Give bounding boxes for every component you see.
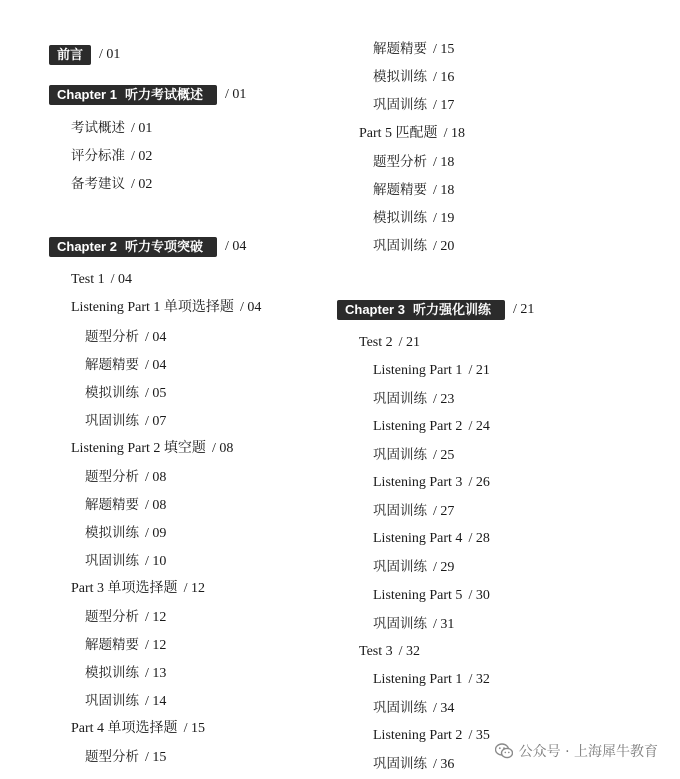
toc-subentry[interactable]: 巩固训练 / 10 — [85, 553, 167, 569]
toc-subentry[interactable]: 巩固训练 / 17 — [373, 97, 455, 113]
page-number: / 21 — [512, 302, 535, 317]
toc-entry[interactable]: 评分标准 / 02 — [71, 148, 153, 164]
watermark-text: 公众号 · 上海犀牛教育 — [518, 744, 658, 760]
toc-entry[interactable]: Test 2 / 21 — [359, 335, 421, 350]
chapter-3-heading[interactable] — [337, 300, 534, 320]
toc-subentry[interactable]: 解题精要 / 04 — [85, 357, 167, 373]
preface-badge: 前言 — [49, 45, 91, 65]
toc-subentry[interactable]: Listening Part 1 / 21 — [373, 363, 490, 378]
page-number: / 01 — [99, 47, 121, 62]
toc-subentry[interactable]: 巩固训练 / 07 — [85, 413, 167, 429]
toc-subentry[interactable]: 巩固训练 / 27 — [373, 503, 455, 519]
toc-subentry[interactable]: 题型分析 / 08 — [85, 469, 167, 485]
toc-subentry[interactable]: 巩固训练 / 34 — [373, 700, 455, 716]
toc-subentry[interactable]: 巩固训练 / 25 — [373, 447, 455, 463]
toc-entry[interactable]: Test 1 / 04 — [71, 272, 133, 287]
toc-subentry[interactable]: 解题精要 / 12 — [85, 637, 167, 653]
toc-subentry[interactable]: 解题精要 / 15 — [373, 41, 455, 57]
toc-entry[interactable]: Part 3 单项选择题 / 12 — [71, 581, 205, 596]
page-number: / 04 — [224, 239, 247, 254]
toc-subentry[interactable]: Listening Part 5 / 30 — [373, 588, 490, 603]
preface-entry[interactable] — [49, 45, 120, 65]
toc-subentry[interactable]: Listening Part 2 / 35 — [373, 728, 490, 743]
toc-entry[interactable]: 备考建议 / 02 — [71, 176, 153, 192]
toc-subentry[interactable]: 巩固训练 / 31 — [373, 616, 455, 632]
toc-subentry[interactable]: 题型分析 / 12 — [85, 609, 167, 625]
chapter-2-heading[interactable] — [49, 237, 246, 257]
toc-subentry[interactable]: 模拟训练 / 16 — [373, 69, 455, 85]
wechat-icon — [495, 743, 513, 759]
toc-subentry[interactable]: 模拟训练 / 13 — [85, 665, 167, 681]
chapter-1-heading[interactable] — [49, 85, 246, 105]
toc-subentry[interactable]: 巩固训练 / 29 — [373, 559, 455, 575]
toc-subentry[interactable]: 解题精要 / 08 — [85, 497, 167, 513]
toc-entry[interactable]: 考试概述 / 01 — [71, 120, 153, 136]
toc-entry[interactable]: Listening Part 2 填空题 / 08 — [71, 441, 234, 456]
toc-entry[interactable]: Part 5 匹配题 / 18 — [359, 126, 465, 141]
toc-entry[interactable]: Part 4 单项选择题 / 15 — [71, 721, 205, 736]
toc-subentry[interactable]: 巩固训练 / 14 — [85, 693, 167, 709]
toc-subentry[interactable]: Listening Part 2 / 24 — [373, 419, 490, 434]
chapter-badge: Chapter 3 听力强化训练 — [337, 300, 505, 320]
toc-subentry[interactable]: 模拟训练 / 19 — [373, 210, 455, 226]
toc-subentry[interactable]: 模拟训练 / 09 — [85, 525, 167, 541]
chapter-badge: Chapter 1 听力考试概述 — [49, 85, 217, 105]
toc-subentry[interactable]: 巩固训练 / 23 — [373, 391, 455, 407]
toc-subentry[interactable]: 巩固训练 / 20 — [373, 238, 455, 254]
toc-subentry[interactable]: 题型分析 / 18 — [373, 154, 455, 170]
toc-subentry[interactable]: 解题精要 / 18 — [373, 182, 455, 198]
toc-subentry[interactable]: 题型分析 / 15 — [85, 749, 167, 765]
toc-subentry[interactable]: Listening Part 4 / 28 — [373, 531, 490, 546]
toc-entry[interactable]: Listening Part 1 单项选择题 / 04 — [71, 300, 262, 315]
toc-subentry[interactable]: 巩固训练 / 36 — [373, 756, 455, 772]
toc-entry[interactable]: Test 3 / 32 — [359, 644, 421, 659]
chapter-badge: Chapter 2 听力专项突破 — [49, 237, 217, 257]
toc-subentry[interactable]: 模拟训练 / 05 — [85, 385, 167, 401]
toc-subentry[interactable]: Listening Part 3 / 26 — [373, 475, 490, 490]
toc-subentry[interactable]: Listening Part 1 / 32 — [373, 672, 490, 687]
page-number: / 01 — [224, 87, 247, 102]
toc-subentry[interactable]: 题型分析 / 04 — [85, 329, 167, 345]
watermark — [495, 741, 658, 761]
